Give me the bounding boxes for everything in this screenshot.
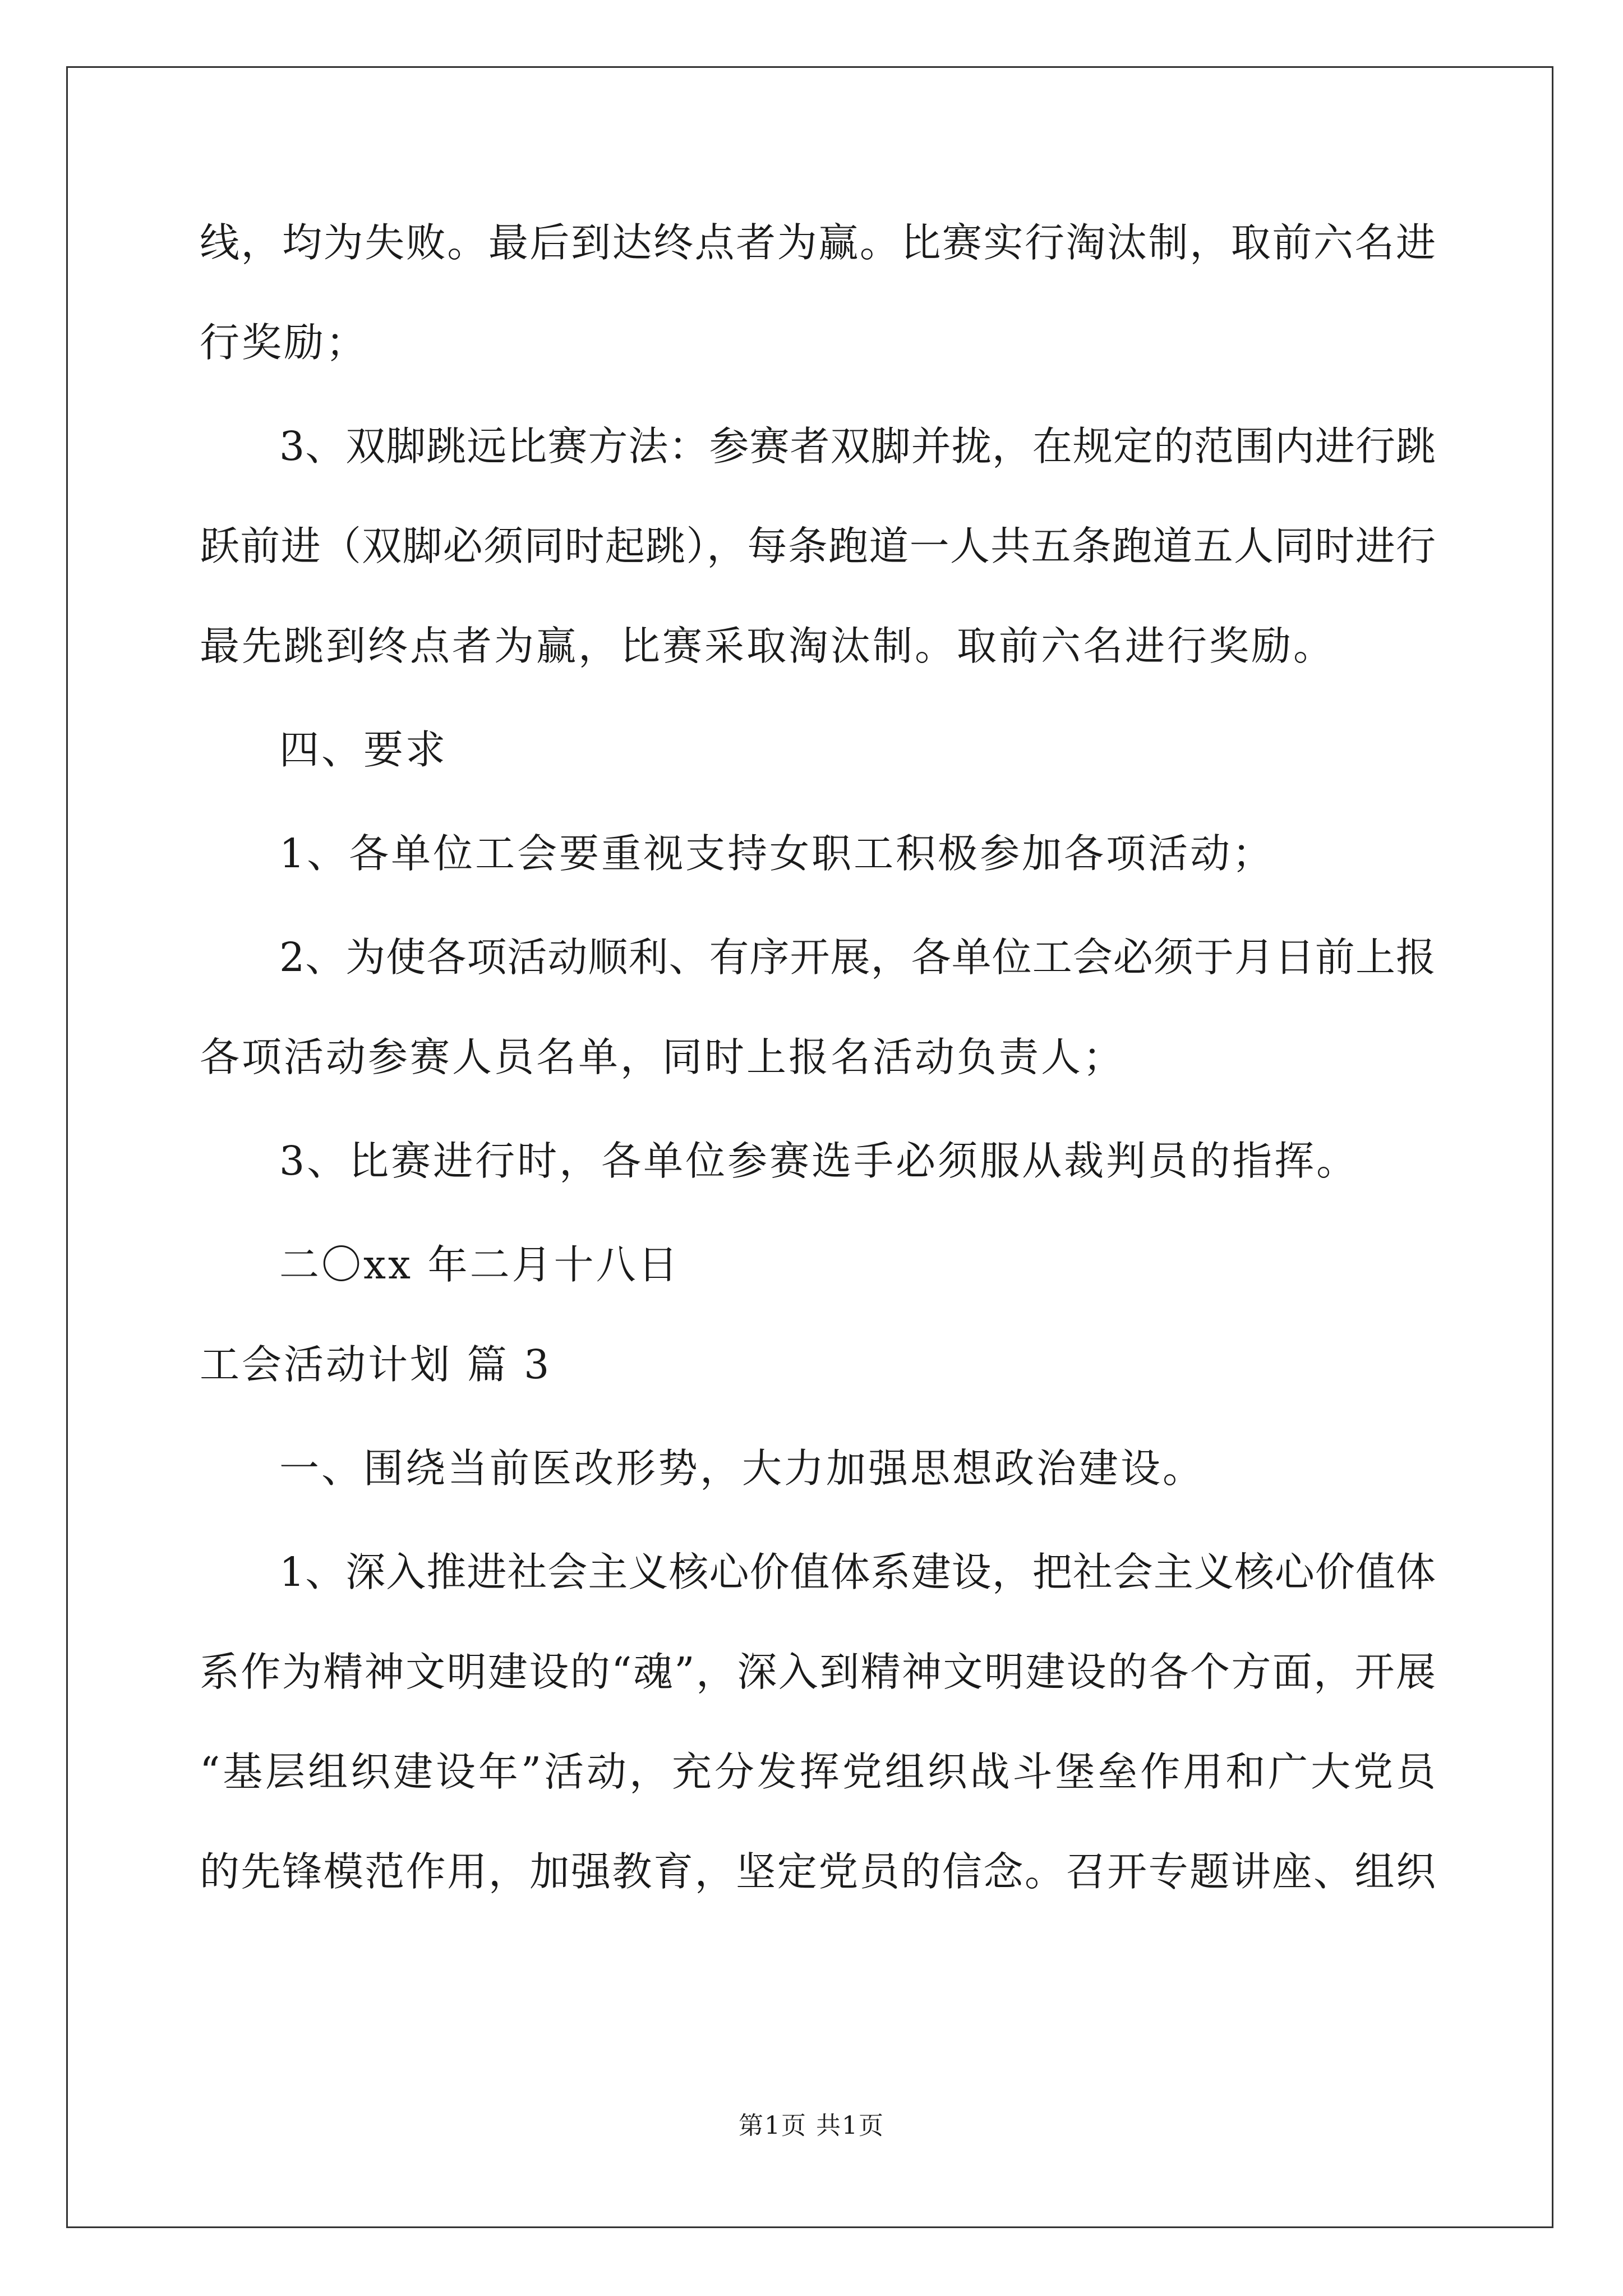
body-line: 行奖励； <box>200 319 368 366</box>
date-line: 二〇xx 年二月十八日 <box>279 1241 680 1288</box>
section-heading: 一、围绕当前医改形势，大力加强思想政治建设。 <box>279 1445 1205 1492</box>
body-line: “基层组织建设年”活动，充分发挥党组织战斗堡垒作用和广大党员 <box>200 1749 1436 1795</box>
body-line: 的先锋模范作用，加强教育，坚定党员的信念。召开专题讲座、组织 <box>200 1848 1436 1895</box>
article-title: 工会活动计划 篇 3 <box>200 1341 552 1388</box>
section-heading: 四、要求 <box>279 726 448 773</box>
body-line: 系作为精神文明建设的“魂”，深入到精神文明建设的各个方面，开展 <box>200 1649 1436 1695</box>
body-line: 线，均为失败。最后到达终点者为赢。比赛实行淘汰制，取前六名进 <box>200 219 1436 266</box>
list-item: 2、为使各项活动顺利、有序开展，各单位工会必须于月日前上报 <box>279 934 1436 981</box>
body-line: 跃前进（双脚必须同时起跳），每条跑道一人共五条跑道五人同时进行 <box>200 523 1436 569</box>
list-item: 3、比赛进行时，各单位参赛选手必须服从裁判员的指挥。 <box>279 1138 1359 1184</box>
page-footer: 第1页 共1页 <box>739 2111 884 2140</box>
list-item: 1、各单位工会要重视支持女职工积极参加各项活动； <box>279 830 1275 877</box>
list-item: 1、深入推进社会主义核心价值体系建设，把社会主义核心价值体 <box>279 1549 1436 1595</box>
body-line: 各项活动参赛人员名单，同时上报名活动负责人； <box>200 1034 1126 1080</box>
body-line: 最先跳到终点者为赢，比赛采取淘汰制。取前六名进行奖励。 <box>200 623 1336 669</box>
body-line: 3、双脚跳远比赛方法：参赛者双脚并拢，在规定的范围内进行跳 <box>279 423 1436 470</box>
